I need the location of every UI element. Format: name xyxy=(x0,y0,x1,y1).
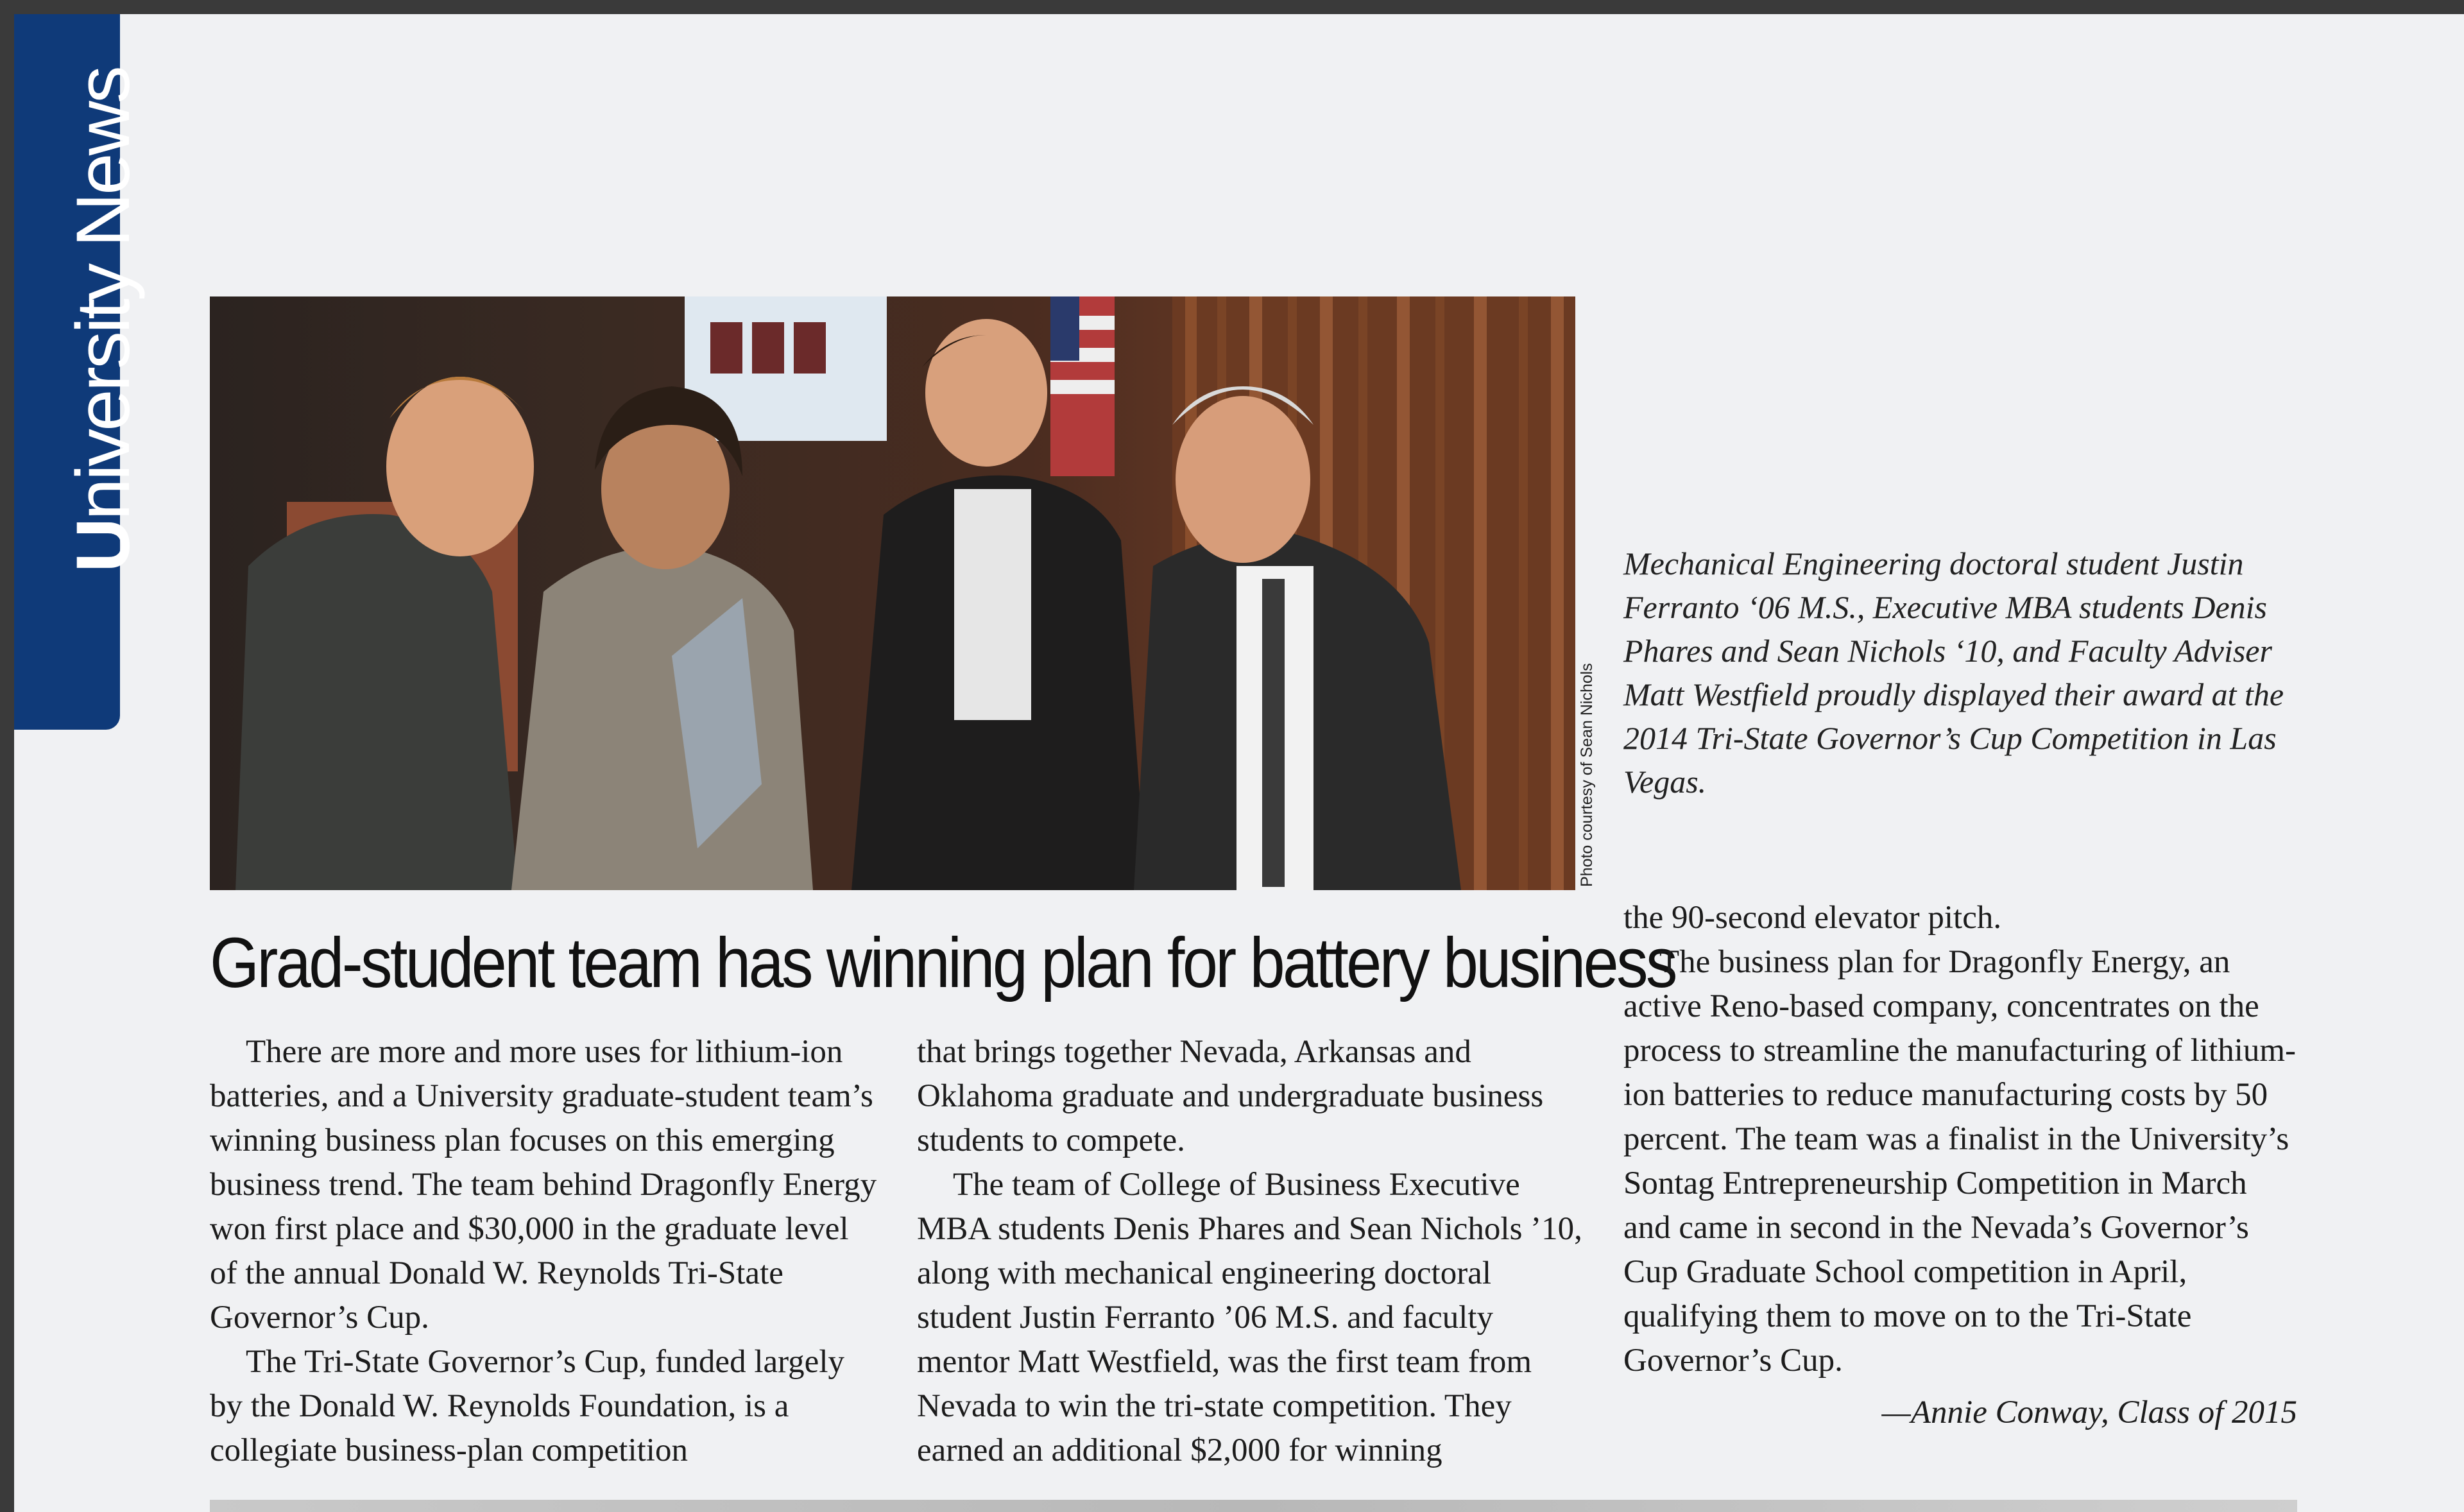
article-column-1 xyxy=(210,1030,877,1473)
next-image-edge xyxy=(210,1500,2297,1512)
paragraph: the 90-second elevator pitch. xyxy=(1623,900,2002,936)
section-label xyxy=(61,68,146,572)
article-column-3 xyxy=(1623,896,2300,1383)
paragraph: The business plan for Dragonfly Energy, an active Reno-based company, concentrates on the process to streamline the manufacturing of lithium-ion batteries to reduce manufacturing costs by 50 percent. The team was a finalist in the University’s Sontag Entrepreneurship Competition in March and came in second in the Nevada’s Governor’s Cup Graduate School competition in April, qualifying them to move on to the Tri-State Governor’s Cup. xyxy=(1623,944,2297,1379)
paragraph: that brings together Nevada, Arkansas and Oklahoma graduate and undergraduate business students to compete. xyxy=(917,1034,1544,1158)
byline: —Annie Conway, Class of 2015 xyxy=(1881,1395,2297,1430)
article-column-2 xyxy=(917,1030,1584,1473)
paragraph: The team of College of Business Executive MBA students Denis Phares and Sean Nichols ’10, along with mechanical engineering doctoral student Justin Ferranto ’06 M.S. and faculty mentor Matt Westfield, was the first team from Nevada to win the tri-state competition. They earned an additional $2,000 for winning xyxy=(917,1167,1582,1468)
photo-credit: Photo courtesy of Sean Nichols xyxy=(1578,663,1596,887)
section-tab xyxy=(14,14,146,730)
team-photo-illustration xyxy=(210,296,1575,890)
article-headline: Grad-student team has winning plan for battery business xyxy=(210,924,1675,1002)
magazine-page xyxy=(14,14,2464,1512)
section-label-initial: U xyxy=(61,520,146,572)
flag xyxy=(1050,296,1115,476)
person-1 xyxy=(235,377,534,890)
team-photo xyxy=(210,296,1575,890)
photo-caption: Mechanical Engineering doctoral student Justin Ferranto ‘06 M.S., Executive MBA students Denis Phares and Sean Nichols ‘10, and Faculty Adviser Matt Westfield proudly displayed their award at the 2014 Tri-State Governor’s Cup Competition in Las Vegas. xyxy=(1623,546,2284,800)
paragraph: There are more and more uses for lithium-ion batteries, and a University graduate-student team’s winning business plan focuses on this emerging business trend. The team behind Dragonfly Energy won first place and $30,000 in the graduate level of the annual Donald W. Reynolds Tri-State Governor’s Cup. xyxy=(210,1034,877,1336)
paragraph: The Tri-State Governor’s Cup, funded largely by the Donald W. Reynolds Foundation, is a collegiate business-plan competition xyxy=(210,1344,844,1468)
section-label-rest: niversity News xyxy=(61,68,146,520)
person-2 xyxy=(511,386,813,890)
